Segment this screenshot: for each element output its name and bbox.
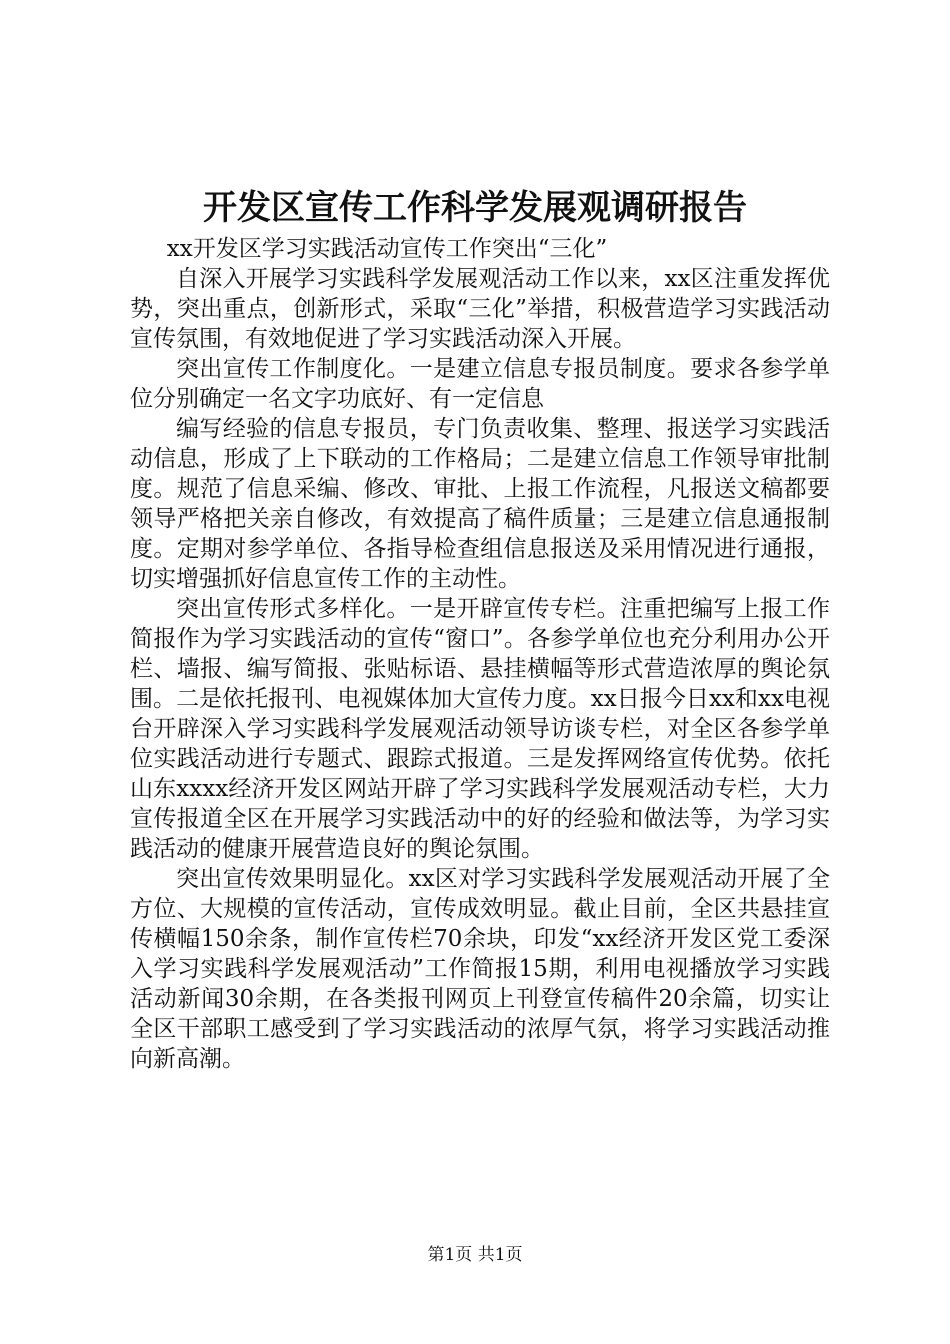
- paragraph-diversification: 突出宣传形式多样化。一是开辟宣传专栏。注重把编写上报工作简报作为学习实践活动的宣传“窗口”。各参学单位也充分利用办公开栏、墙报、编写简报、张贴标语、悬挂横幅等形式营造浓厚的舆论氛围。二是依托报刊、电视媒体加大宣传力度。xx日报今日xx和xx电视台开辟深入学习实践科学发展观活动领导访谈专栏，对全区各参学单位实践活动进行专题式、跟踪式报道。三是发挥网络宣传优势。依托山东xxxx经济开发区网站开辟了学习实践科学发展观活动专栏，大力宣传报道全区在开展学习实践活动中的好的经验和做法等，为学习实践活动的健康开展营造良好的舆论氛围。: [130, 596, 830, 862]
- paragraph-intro: 自深入开展学习实践科学发展观活动工作以来，xx区注重发挥优势，突出重点，创新形式，采取“三化”举措，积极营造学习实践活动宣传氛围，有效地促进了学习实践活动深入开展。: [130, 266, 830, 352]
- document-body: [130, 234, 830, 1074]
- page-footer: 第1页 共1页: [427, 1245, 523, 1265]
- paragraph-institutionalization: 突出宣传工作制度化。一是建立信息专报员制度。要求各参学单位分别确定一名文字功底好、有一定信息: [130, 356, 830, 412]
- document-title: 开发区宣传工作科学发展观调研报告: [203, 188, 747, 228]
- paragraph-subtitle: xx开发区学习实践活动宣传工作突出“三化”: [166, 236, 608, 262]
- paragraph-institutionalization-cont: 编写经验的信息专报员，专门负责收集、整理、报送学习实践活动信息，形成了上下联动的工作格局；二是建立信息工作领导审批制度。规范了信息采编、修改、审批、上报工作流程，凡报送文稿都要领导严格把关亲自修改，有效提高了稿件质量；三是建立信息通报制度。定期对参学单位、各指导检查组信息报送及采用情况进行通报，切实增强抓好信息宣传工作的主动性。: [130, 416, 830, 592]
- paragraph-effectiveness: 突出宣传效果明显化。xx区对学习实践科学发展观活动开展了全方位、大规模的宣传活动，宣传成效明显。截止目前，全区共悬挂宣传横幅150余条，制作宣传栏70余块，印发“xx经济开发区党工委深入学习实践科学发展观活动”工作简报15期，利用电视播放学习实践活动新闻30余期，在各类报刊网页上刊登宣传稿件20余篇，切实让全区干部职工感受到了学习实践活动的浓厚气氛，将学习实践活动推向新高潮。: [130, 866, 830, 1072]
